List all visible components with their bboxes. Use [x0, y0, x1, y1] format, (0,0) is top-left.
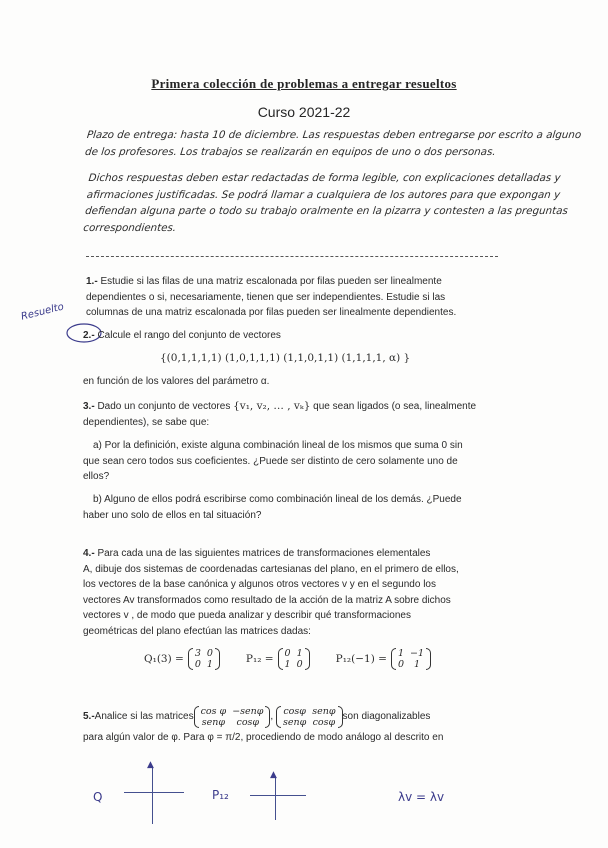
problem-5-line-1: 5.- Analice si las matrices cos φ −senφ senφ cosφ , cosφ senφ senφ cosφ son diagonalizables [83, 706, 431, 728]
problem-2-heading: 2.- Calcule el rango del conjunto de vectores [83, 330, 281, 341]
document-title: Primera colección de problemas a entregar resueltos [151, 76, 457, 91]
sketch-axis-x-2 [250, 795, 306, 796]
problem-4: 4.- Para cada una de las siguientes matrices de transformaciones elementales A, dibuje dos sistemas de coordenadas cartesianas del plano, en el primero de ellos, los vectores de la base canónica y algunos otros vectores v y en el segundo los vectores Av transformados como resultado de la acción de la matriz A sobre dichos vectores v , de modo que pueda analizar y describir qué transformaciones geométricas del plano efectúan las matrices dadas: [83, 548, 459, 637]
intro-paragraph-1: Plazo de entrega: hasta 10 de diciembre. Las respuestas deben entregarse por escrito a alguno de los profesores. Los trabajos se realizarán en equipos de uno o dos personas. [84, 129, 582, 158]
problem-3-part-a: a) Por la definición, existe alguna combinación lineal de los mismos que suma 0 sin que sean cero todos sus coeficientes. ¿Puede ser distinto de cero solamente uno de ellos? [83, 440, 463, 482]
arrow-up-icon: ▲ [147, 760, 154, 770]
matrix-row [144, 648, 431, 670]
p12m-matrix: 1 −1 0 1 [391, 648, 431, 670]
arrow-up-icon-2: ▲ [270, 770, 277, 780]
problem-5-line-2: para algún valor de φ. Para φ = π/2, procediendo de modo análogo al descrito en [83, 732, 444, 743]
rotation-matrix: cos φ −senφ senφ cosφ [194, 706, 271, 728]
problem-3: 3.- Dado un conjunto de vectores {v₁, v₂, … , vₖ} que sean ligados (o sea, linealmente dependientes), se sabe que: [83, 400, 477, 428]
course-year: Curso 2021-22 [257, 104, 351, 120]
p12-matrix: 0 1 1 0 [278, 648, 310, 670]
sketch-equation: λv = λv [398, 790, 445, 804]
sketch-label-p12: P₁₂ [212, 788, 229, 802]
p12-label: P₁₂ = [245, 653, 274, 665]
sketch-axis-x [124, 792, 184, 793]
sketch-label-q: Q [93, 790, 103, 804]
problem-2-line-2: en función de los valores del parámetro α. [83, 376, 270, 387]
intro-paragraph-2: Dichos respuestas deben estar redactadas de forma legible, con explicaciones detalladas y afirmaciones justificadas. Se podrá llamar a cualquiera de los autores para que expongan y defiendan alguna parte o todo su trabajo oralmente en la pizarra y contesten a las preguntas correspondientes. [82, 172, 569, 234]
vector-set: {(0,1,1,1,1) (1,0,1,1,1) (1,1,0,1,1) (1,1,1,1, α) } [160, 352, 411, 364]
sketch-axis-y [152, 766, 153, 824]
q-label: Q₁(3) = [144, 653, 184, 665]
section-divider [86, 256, 498, 257]
p12m-label: P₁₂(−1) = [335, 653, 387, 665]
margin-note: Resuelto [20, 301, 65, 323]
sketch-axis-y-2 [275, 776, 276, 820]
reflection-matrix: cosφ senφ senφ cosφ [276, 706, 343, 728]
q-matrix: 3 0 0 1 [188, 648, 220, 670]
problem-3-part-b: b) Alguno de ellos podrá escribirse como combinación lineal de los demás. ¿Puede haber uno solo de ellos en tal situación? [83, 494, 462, 521]
problem-1: 1.- Estudie si las filas de una matriz escalonada por filas pueden ser linealmente dependientes o si, necesariamente, tienen que ser independientes. Estudie si las columnas de una matriz escalonada por filas pueden ser linealmente dependientes. [86, 276, 457, 318]
